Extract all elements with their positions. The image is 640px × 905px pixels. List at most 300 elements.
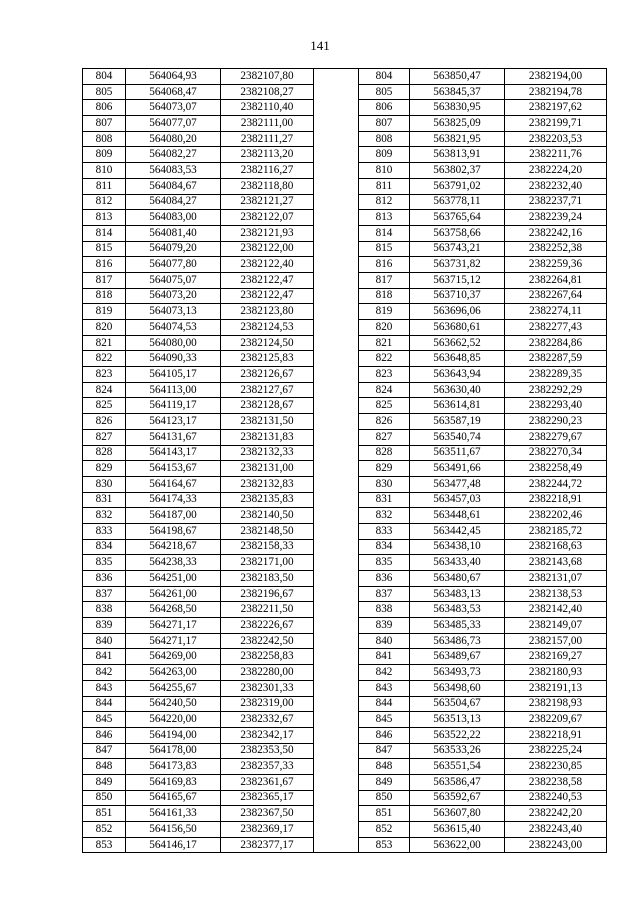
right-x-coordinate-cell: 563438,10 [410, 539, 505, 555]
left-x-coordinate-cell: 564113,00 [126, 382, 221, 398]
table-row [83, 178, 607, 194]
column-gap [314, 335, 359, 351]
column-gap [314, 696, 359, 712]
right-x-coordinate-cell: 563586,47 [410, 774, 505, 790]
left-x-coordinate-cell: 564119,17 [126, 398, 221, 414]
left-point-number-cell: 852 [83, 822, 126, 838]
right-x-coordinate-cell: 563850,47 [410, 69, 505, 85]
left-x-coordinate-cell: 564083,00 [126, 210, 221, 226]
column-gap [314, 225, 359, 241]
left-x-coordinate-cell: 564079,20 [126, 241, 221, 257]
left-y-coordinate-cell: 2382113,20 [221, 147, 314, 163]
left-x-coordinate-cell: 564156,50 [126, 822, 221, 838]
right-y-coordinate-cell: 2382279,67 [505, 429, 607, 445]
left-point-number-cell: 850 [83, 790, 126, 806]
left-point-number-cell: 841 [83, 649, 126, 665]
left-y-coordinate-cell: 2382122,00 [221, 241, 314, 257]
right-x-coordinate-cell: 563504,67 [410, 696, 505, 712]
left-x-coordinate-cell: 564268,50 [126, 602, 221, 618]
left-y-coordinate-cell: 2382140,50 [221, 508, 314, 524]
right-x-coordinate-cell: 563791,02 [410, 178, 505, 194]
right-y-coordinate-cell: 2382274,11 [505, 304, 607, 320]
right-point-number-cell: 839 [359, 618, 410, 634]
right-point-number-cell: 817 [359, 272, 410, 288]
right-point-number-cell: 848 [359, 759, 410, 775]
right-point-number-cell: 813 [359, 210, 410, 226]
left-point-number-cell: 843 [83, 680, 126, 696]
left-point-number-cell: 828 [83, 445, 126, 461]
table-row [83, 272, 607, 288]
right-y-coordinate-cell: 2382243,00 [505, 837, 607, 853]
right-y-coordinate-cell: 2382289,35 [505, 367, 607, 383]
right-x-coordinate-cell: 563622,00 [410, 837, 505, 853]
column-gap [314, 210, 359, 226]
left-y-coordinate-cell: 2382131,00 [221, 461, 314, 477]
right-y-coordinate-cell: 2382149,07 [505, 618, 607, 634]
right-x-coordinate-cell: 563486,73 [410, 633, 505, 649]
left-point-number-cell: 827 [83, 429, 126, 445]
left-x-coordinate-cell: 564263,00 [126, 665, 221, 681]
right-point-number-cell: 834 [359, 539, 410, 555]
table-row [83, 335, 607, 351]
table-row [83, 382, 607, 398]
column-gap [314, 508, 359, 524]
right-point-number-cell: 822 [359, 351, 410, 367]
left-x-coordinate-cell: 564153,67 [126, 461, 221, 477]
left-y-coordinate-cell: 2382108,27 [221, 84, 314, 100]
column-gap [314, 649, 359, 665]
table-row [83, 241, 607, 257]
right-point-number-cell: 844 [359, 696, 410, 712]
left-y-coordinate-cell: 2382357,33 [221, 759, 314, 775]
left-point-number-cell: 810 [83, 163, 126, 179]
left-x-coordinate-cell: 564080,20 [126, 131, 221, 147]
table-row [83, 116, 607, 132]
right-x-coordinate-cell: 563778,11 [410, 194, 505, 210]
column-gap [314, 178, 359, 194]
left-point-number-cell: 815 [83, 241, 126, 257]
right-y-coordinate-cell: 2382267,64 [505, 288, 607, 304]
left-point-number-cell: 833 [83, 523, 126, 539]
left-x-coordinate-cell: 564271,17 [126, 618, 221, 634]
left-point-number-cell: 821 [83, 335, 126, 351]
table-row [83, 476, 607, 492]
left-x-coordinate-cell: 564077,07 [126, 116, 221, 132]
right-y-coordinate-cell: 2382191,13 [505, 680, 607, 696]
left-y-coordinate-cell: 2382158,33 [221, 539, 314, 555]
left-y-coordinate-cell: 2382122,40 [221, 257, 314, 273]
left-y-coordinate-cell: 2382131,83 [221, 429, 314, 445]
left-y-coordinate-cell: 2382367,50 [221, 806, 314, 822]
right-y-coordinate-cell: 2382218,91 [505, 727, 607, 743]
table-row [83, 790, 607, 806]
left-point-number-cell: 823 [83, 367, 126, 383]
left-point-number-cell: 812 [83, 194, 126, 210]
column-gap [314, 571, 359, 587]
right-point-number-cell: 830 [359, 476, 410, 492]
right-x-coordinate-cell: 563448,61 [410, 508, 505, 524]
left-point-number-cell: 811 [83, 178, 126, 194]
left-x-coordinate-cell: 564074,53 [126, 320, 221, 336]
left-point-number-cell: 809 [83, 147, 126, 163]
right-point-number-cell: 842 [359, 665, 410, 681]
right-x-coordinate-cell: 563493,73 [410, 665, 505, 681]
left-point-number-cell: 814 [83, 225, 126, 241]
column-gap [314, 790, 359, 806]
left-y-coordinate-cell: 2382127,67 [221, 382, 314, 398]
right-point-number-cell: 836 [359, 571, 410, 587]
right-point-number-cell: 829 [359, 461, 410, 477]
right-point-number-cell: 852 [359, 822, 410, 838]
column-gap [314, 304, 359, 320]
left-y-coordinate-cell: 2382196,67 [221, 586, 314, 602]
table-row [83, 571, 607, 587]
left-y-coordinate-cell: 2382126,67 [221, 367, 314, 383]
right-y-coordinate-cell: 2382244,72 [505, 476, 607, 492]
right-y-coordinate-cell: 2382224,20 [505, 163, 607, 179]
column-gap [314, 476, 359, 492]
column-gap [314, 618, 359, 634]
left-point-number-cell: 832 [83, 508, 126, 524]
left-point-number-cell: 839 [83, 618, 126, 634]
column-gap [314, 633, 359, 649]
left-x-coordinate-cell: 564161,33 [126, 806, 221, 822]
left-y-coordinate-cell: 2382131,50 [221, 414, 314, 430]
column-gap [314, 712, 359, 728]
column-gap [314, 445, 359, 461]
left-y-coordinate-cell: 2382132,33 [221, 445, 314, 461]
column-gap [314, 523, 359, 539]
right-point-number-cell: 806 [359, 100, 410, 116]
column-gap [314, 414, 359, 430]
right-y-coordinate-cell: 2382237,71 [505, 194, 607, 210]
left-y-coordinate-cell: 2382242,50 [221, 633, 314, 649]
right-x-coordinate-cell: 563442,45 [410, 523, 505, 539]
right-y-coordinate-cell: 2382239,24 [505, 210, 607, 226]
right-point-number-cell: 831 [359, 492, 410, 508]
right-point-number-cell: 833 [359, 523, 410, 539]
right-y-coordinate-cell: 2382232,40 [505, 178, 607, 194]
right-point-number-cell: 853 [359, 837, 410, 853]
table-row [83, 257, 607, 273]
left-y-coordinate-cell: 2382123,80 [221, 304, 314, 320]
left-y-coordinate-cell: 2382258,83 [221, 649, 314, 665]
table-row [83, 210, 607, 226]
right-point-number-cell: 835 [359, 555, 410, 571]
right-y-coordinate-cell: 2382199,71 [505, 116, 607, 132]
right-y-coordinate-cell: 2382169,27 [505, 649, 607, 665]
left-y-coordinate-cell: 2382118,80 [221, 178, 314, 194]
right-y-coordinate-cell: 2382203,53 [505, 131, 607, 147]
table-row [83, 351, 607, 367]
left-y-coordinate-cell: 2382122,47 [221, 272, 314, 288]
left-x-coordinate-cell: 564220,00 [126, 712, 221, 728]
right-point-number-cell: 828 [359, 445, 410, 461]
left-y-coordinate-cell: 2382226,67 [221, 618, 314, 634]
left-y-coordinate-cell: 2382122,47 [221, 288, 314, 304]
right-point-number-cell: 851 [359, 806, 410, 822]
right-y-coordinate-cell: 2382194,78 [505, 84, 607, 100]
right-x-coordinate-cell: 563643,94 [410, 367, 505, 383]
left-y-coordinate-cell: 2382148,50 [221, 523, 314, 539]
right-point-number-cell: 821 [359, 335, 410, 351]
right-point-number-cell: 837 [359, 586, 410, 602]
right-y-coordinate-cell: 2382293,40 [505, 398, 607, 414]
right-x-coordinate-cell: 563540,74 [410, 429, 505, 445]
left-point-number-cell: 835 [83, 555, 126, 571]
right-y-coordinate-cell: 2382270,34 [505, 445, 607, 461]
column-gap [314, 272, 359, 288]
table-row [83, 84, 607, 100]
right-x-coordinate-cell: 563485,33 [410, 618, 505, 634]
left-point-number-cell: 849 [83, 774, 126, 790]
table-row [83, 288, 607, 304]
left-x-coordinate-cell: 564194,00 [126, 727, 221, 743]
column-gap [314, 84, 359, 100]
right-point-number-cell: 832 [359, 508, 410, 524]
right-x-coordinate-cell: 563511,67 [410, 445, 505, 461]
left-x-coordinate-cell: 564187,00 [126, 508, 221, 524]
left-y-coordinate-cell: 2382110,40 [221, 100, 314, 116]
right-point-number-cell: 841 [359, 649, 410, 665]
left-y-coordinate-cell: 2382111,27 [221, 131, 314, 147]
right-point-number-cell: 811 [359, 178, 410, 194]
right-y-coordinate-cell: 2382230,85 [505, 759, 607, 775]
right-point-number-cell: 804 [359, 69, 410, 85]
left-x-coordinate-cell: 564269,00 [126, 649, 221, 665]
left-point-number-cell: 853 [83, 837, 126, 853]
right-y-coordinate-cell: 2382143,68 [505, 555, 607, 571]
right-y-coordinate-cell: 2382290,23 [505, 414, 607, 430]
left-point-number-cell: 836 [83, 571, 126, 587]
column-gap [314, 586, 359, 602]
left-x-coordinate-cell: 564105,17 [126, 367, 221, 383]
right-y-coordinate-cell: 2382225,24 [505, 743, 607, 759]
left-point-number-cell: 820 [83, 320, 126, 336]
right-y-coordinate-cell: 2382264,81 [505, 272, 607, 288]
right-x-coordinate-cell: 563765,64 [410, 210, 505, 226]
table-row [83, 492, 607, 508]
table-row [83, 602, 607, 618]
right-x-coordinate-cell: 563483,53 [410, 602, 505, 618]
right-point-number-cell: 847 [359, 743, 410, 759]
left-x-coordinate-cell: 564240,50 [126, 696, 221, 712]
left-y-coordinate-cell: 2382124,50 [221, 335, 314, 351]
right-y-coordinate-cell: 2382242,16 [505, 225, 607, 241]
table-row [83, 727, 607, 743]
left-x-coordinate-cell: 564271,17 [126, 633, 221, 649]
left-x-coordinate-cell: 564261,00 [126, 586, 221, 602]
right-x-coordinate-cell: 563592,67 [410, 790, 505, 806]
table-row [83, 225, 607, 241]
right-x-coordinate-cell: 563731,82 [410, 257, 505, 273]
left-x-coordinate-cell: 564174,33 [126, 492, 221, 508]
left-point-number-cell: 844 [83, 696, 126, 712]
column-gap [314, 665, 359, 681]
left-point-number-cell: 847 [83, 743, 126, 759]
table-row [83, 461, 607, 477]
left-x-coordinate-cell: 564131,67 [126, 429, 221, 445]
right-point-number-cell: 826 [359, 414, 410, 430]
column-gap [314, 555, 359, 571]
table-row [83, 367, 607, 383]
left-y-coordinate-cell: 2382121,27 [221, 194, 314, 210]
column-gap [314, 382, 359, 398]
right-y-coordinate-cell: 2382197,62 [505, 100, 607, 116]
right-point-number-cell: 827 [359, 429, 410, 445]
right-point-number-cell: 816 [359, 257, 410, 273]
left-y-coordinate-cell: 2382116,27 [221, 163, 314, 179]
right-y-coordinate-cell: 2382194,00 [505, 69, 607, 85]
table-row [83, 665, 607, 681]
column-gap [314, 727, 359, 743]
left-point-number-cell: 829 [83, 461, 126, 477]
left-x-coordinate-cell: 564218,67 [126, 539, 221, 555]
left-x-coordinate-cell: 564073,13 [126, 304, 221, 320]
left-x-coordinate-cell: 564084,27 [126, 194, 221, 210]
left-x-coordinate-cell: 564083,53 [126, 163, 221, 179]
left-x-coordinate-cell: 564075,07 [126, 272, 221, 288]
left-point-number-cell: 851 [83, 806, 126, 822]
right-x-coordinate-cell: 563587,19 [410, 414, 505, 430]
right-x-coordinate-cell: 563607,80 [410, 806, 505, 822]
column-gap [314, 774, 359, 790]
table-row [83, 508, 607, 524]
left-point-number-cell: 842 [83, 665, 126, 681]
column-gap [314, 367, 359, 383]
column-gap [314, 822, 359, 838]
column-gap [314, 163, 359, 179]
left-y-coordinate-cell: 2382342,17 [221, 727, 314, 743]
column-gap [314, 743, 359, 759]
right-y-coordinate-cell: 2382258,49 [505, 461, 607, 477]
right-point-number-cell: 809 [359, 147, 410, 163]
left-y-coordinate-cell: 2382319,00 [221, 696, 314, 712]
right-y-coordinate-cell: 2382185,72 [505, 523, 607, 539]
right-x-coordinate-cell: 563480,67 [410, 571, 505, 587]
left-y-coordinate-cell: 2382301,33 [221, 680, 314, 696]
table-row [83, 555, 607, 571]
left-x-coordinate-cell: 564165,67 [126, 790, 221, 806]
left-x-coordinate-cell: 564064,93 [126, 69, 221, 85]
left-y-coordinate-cell: 2382183,50 [221, 571, 314, 587]
right-point-number-cell: 840 [359, 633, 410, 649]
left-x-coordinate-cell: 564251,00 [126, 571, 221, 587]
table-row [83, 304, 607, 320]
column-gap [314, 288, 359, 304]
left-x-coordinate-cell: 564068,47 [126, 84, 221, 100]
left-x-coordinate-cell: 564255,67 [126, 680, 221, 696]
left-point-number-cell: 826 [83, 414, 126, 430]
right-y-coordinate-cell: 2382259,36 [505, 257, 607, 273]
right-x-coordinate-cell: 563813,91 [410, 147, 505, 163]
table-row [83, 633, 607, 649]
right-point-number-cell: 838 [359, 602, 410, 618]
table-row [83, 680, 607, 696]
right-y-coordinate-cell: 2382284,86 [505, 335, 607, 351]
right-point-number-cell: 850 [359, 790, 410, 806]
table-row [83, 163, 607, 179]
left-y-coordinate-cell: 2382361,67 [221, 774, 314, 790]
left-point-number-cell: 805 [83, 84, 126, 100]
right-y-coordinate-cell: 2382198,93 [505, 696, 607, 712]
left-y-coordinate-cell: 2382111,00 [221, 116, 314, 132]
table-row [83, 429, 607, 445]
table-row [83, 822, 607, 838]
right-x-coordinate-cell: 563522,22 [410, 727, 505, 743]
right-point-number-cell: 825 [359, 398, 410, 414]
table-row [83, 743, 607, 759]
right-x-coordinate-cell: 563821,95 [410, 131, 505, 147]
right-point-number-cell: 805 [359, 84, 410, 100]
left-point-number-cell: 819 [83, 304, 126, 320]
right-x-coordinate-cell: 563551,54 [410, 759, 505, 775]
left-point-number-cell: 808 [83, 131, 126, 147]
column-gap [314, 100, 359, 116]
left-x-coordinate-cell: 564081,40 [126, 225, 221, 241]
right-x-coordinate-cell: 563533,26 [410, 743, 505, 759]
left-point-number-cell: 822 [83, 351, 126, 367]
right-point-number-cell: 814 [359, 225, 410, 241]
left-x-coordinate-cell: 564143,17 [126, 445, 221, 461]
column-gap [314, 398, 359, 414]
right-y-coordinate-cell: 2382287,59 [505, 351, 607, 367]
right-y-coordinate-cell: 2382238,58 [505, 774, 607, 790]
right-point-number-cell: 823 [359, 367, 410, 383]
left-point-number-cell: 818 [83, 288, 126, 304]
left-x-coordinate-cell: 564082,27 [126, 147, 221, 163]
right-point-number-cell: 812 [359, 194, 410, 210]
column-gap [314, 837, 359, 853]
table-row [83, 759, 607, 775]
right-x-coordinate-cell: 563477,48 [410, 476, 505, 492]
table-row [83, 445, 607, 461]
left-x-coordinate-cell: 564146,17 [126, 837, 221, 853]
column-gap [314, 539, 359, 555]
table-row [83, 147, 607, 163]
left-point-number-cell: 848 [83, 759, 126, 775]
right-point-number-cell: 819 [359, 304, 410, 320]
right-x-coordinate-cell: 563680,61 [410, 320, 505, 336]
left-y-coordinate-cell: 2382280,00 [221, 665, 314, 681]
column-gap [314, 759, 359, 775]
left-point-number-cell: 830 [83, 476, 126, 492]
right-x-coordinate-cell: 563696,06 [410, 304, 505, 320]
left-x-coordinate-cell: 564077,80 [126, 257, 221, 273]
page-number: 141 [310, 38, 330, 53]
right-point-number-cell: 808 [359, 131, 410, 147]
right-x-coordinate-cell: 563758,66 [410, 225, 505, 241]
left-point-number-cell: 807 [83, 116, 126, 132]
left-point-number-cell: 840 [83, 633, 126, 649]
right-x-coordinate-cell: 563662,52 [410, 335, 505, 351]
column-gap [314, 241, 359, 257]
right-x-coordinate-cell: 563830,95 [410, 100, 505, 116]
right-y-coordinate-cell: 2382131,07 [505, 571, 607, 587]
right-x-coordinate-cell: 563433,40 [410, 555, 505, 571]
column-gap [314, 429, 359, 445]
column-gap [314, 131, 359, 147]
right-x-coordinate-cell: 563743,21 [410, 241, 505, 257]
right-y-coordinate-cell: 2382138,53 [505, 586, 607, 602]
left-x-coordinate-cell: 564164,67 [126, 476, 221, 492]
right-y-coordinate-cell: 2382142,40 [505, 602, 607, 618]
table-row [83, 320, 607, 336]
right-x-coordinate-cell: 563630,40 [410, 382, 505, 398]
left-point-number-cell: 816 [83, 257, 126, 273]
table-row [83, 194, 607, 210]
right-x-coordinate-cell: 563825,09 [410, 116, 505, 132]
